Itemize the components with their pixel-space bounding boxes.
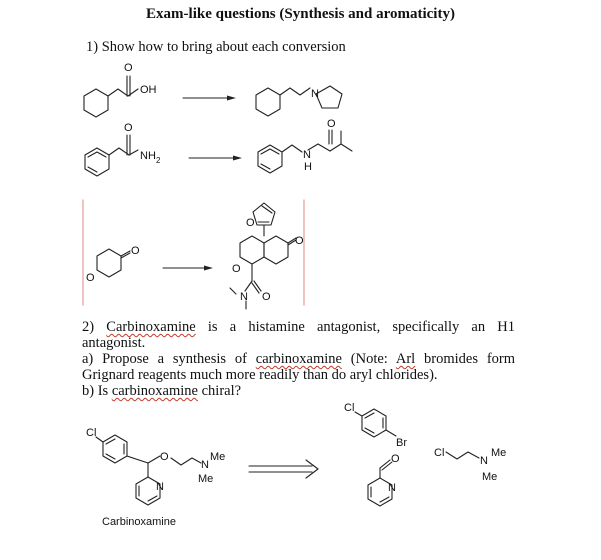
atom-n: N: [311, 88, 319, 100]
atom-o: O: [131, 245, 140, 257]
carbinoxamine-structure: [86, 427, 225, 505]
q2-line-3: a) Propose a synthesis of carbinoxamine (Note: Arl bromides form: [82, 351, 516, 367]
atom-me-1: Me: [491, 447, 507, 459]
atom-pyridine-n: N: [156, 481, 164, 493]
atom-o: O: [124, 62, 133, 74]
arrow-3: [163, 266, 213, 271]
atom-h: H: [304, 161, 312, 173]
atom-o: O: [327, 118, 336, 130]
q2-line-4: Grignard reagents much more readily than do aryl chlorides).: [82, 367, 438, 383]
atom-amide-n: N: [240, 291, 248, 303]
chlorobromobenzene: [344, 402, 407, 449]
atom-me-2: Me: [198, 473, 214, 485]
atom-cl: Cl: [86, 427, 97, 439]
atom-br: Br: [396, 437, 407, 449]
atom-nh2: NH: [140, 150, 156, 162]
atom-n: N: [480, 455, 488, 467]
reactant-cyclohexylacetic-acid: [84, 62, 157, 117]
arrow-1: [183, 96, 236, 101]
atom-cl: Cl: [344, 402, 355, 414]
atom-ketone-o: O: [295, 235, 304, 247]
page-title: Exam-like questions (Synthesis and aromaticity): [146, 6, 455, 22]
product-fused-bicycle: [230, 203, 304, 309]
atom-n: N: [303, 149, 311, 161]
atom-ether-o: O: [160, 451, 169, 463]
atom-o: O: [124, 122, 133, 134]
atom-aldehyde-o: O: [391, 453, 400, 465]
atom-me-1: Me: [210, 451, 226, 463]
chloroethyl-dimethylamine: [434, 447, 506, 483]
atom-amide-o: O: [262, 291, 271, 303]
atom-pyridine-n: N: [388, 482, 396, 494]
arrow-2: [189, 156, 242, 161]
atom-cl: Cl: [434, 447, 445, 459]
atom-me-2: Me: [482, 471, 498, 483]
pyridine-carbaldehyde: [368, 453, 400, 506]
atom-nh2-subscript: 2: [156, 156, 161, 165]
carbinoxamine-caption: Carbinoxamine: [102, 516, 176, 528]
q2-line-2: antagonist.: [82, 335, 146, 351]
product-pyrrolidine-amine: [256, 86, 342, 116]
atom-n: N: [201, 459, 209, 471]
question-2-text: [82, 319, 515, 399]
retrosynthesis-arrow: [249, 460, 318, 478]
atom-ring-o: O: [232, 263, 241, 275]
question-1: 1) Show how to bring about each conversion: [86, 39, 346, 55]
reactant-tetrahydropyranone: [86, 245, 140, 284]
reactant-phenylacetamide: [85, 122, 161, 176]
atom-oh: OH: [140, 84, 157, 96]
product-secondary-amine: [258, 118, 352, 173]
q2-line-5: b) Is carbinoxamine chiral?: [82, 383, 242, 399]
atom-ring-o: O: [86, 272, 95, 284]
atom-furan-o: O: [246, 217, 255, 229]
q2-line-1: 2) Carbinoxamine is a histamine antagonist, specifically an H1: [82, 319, 516, 335]
